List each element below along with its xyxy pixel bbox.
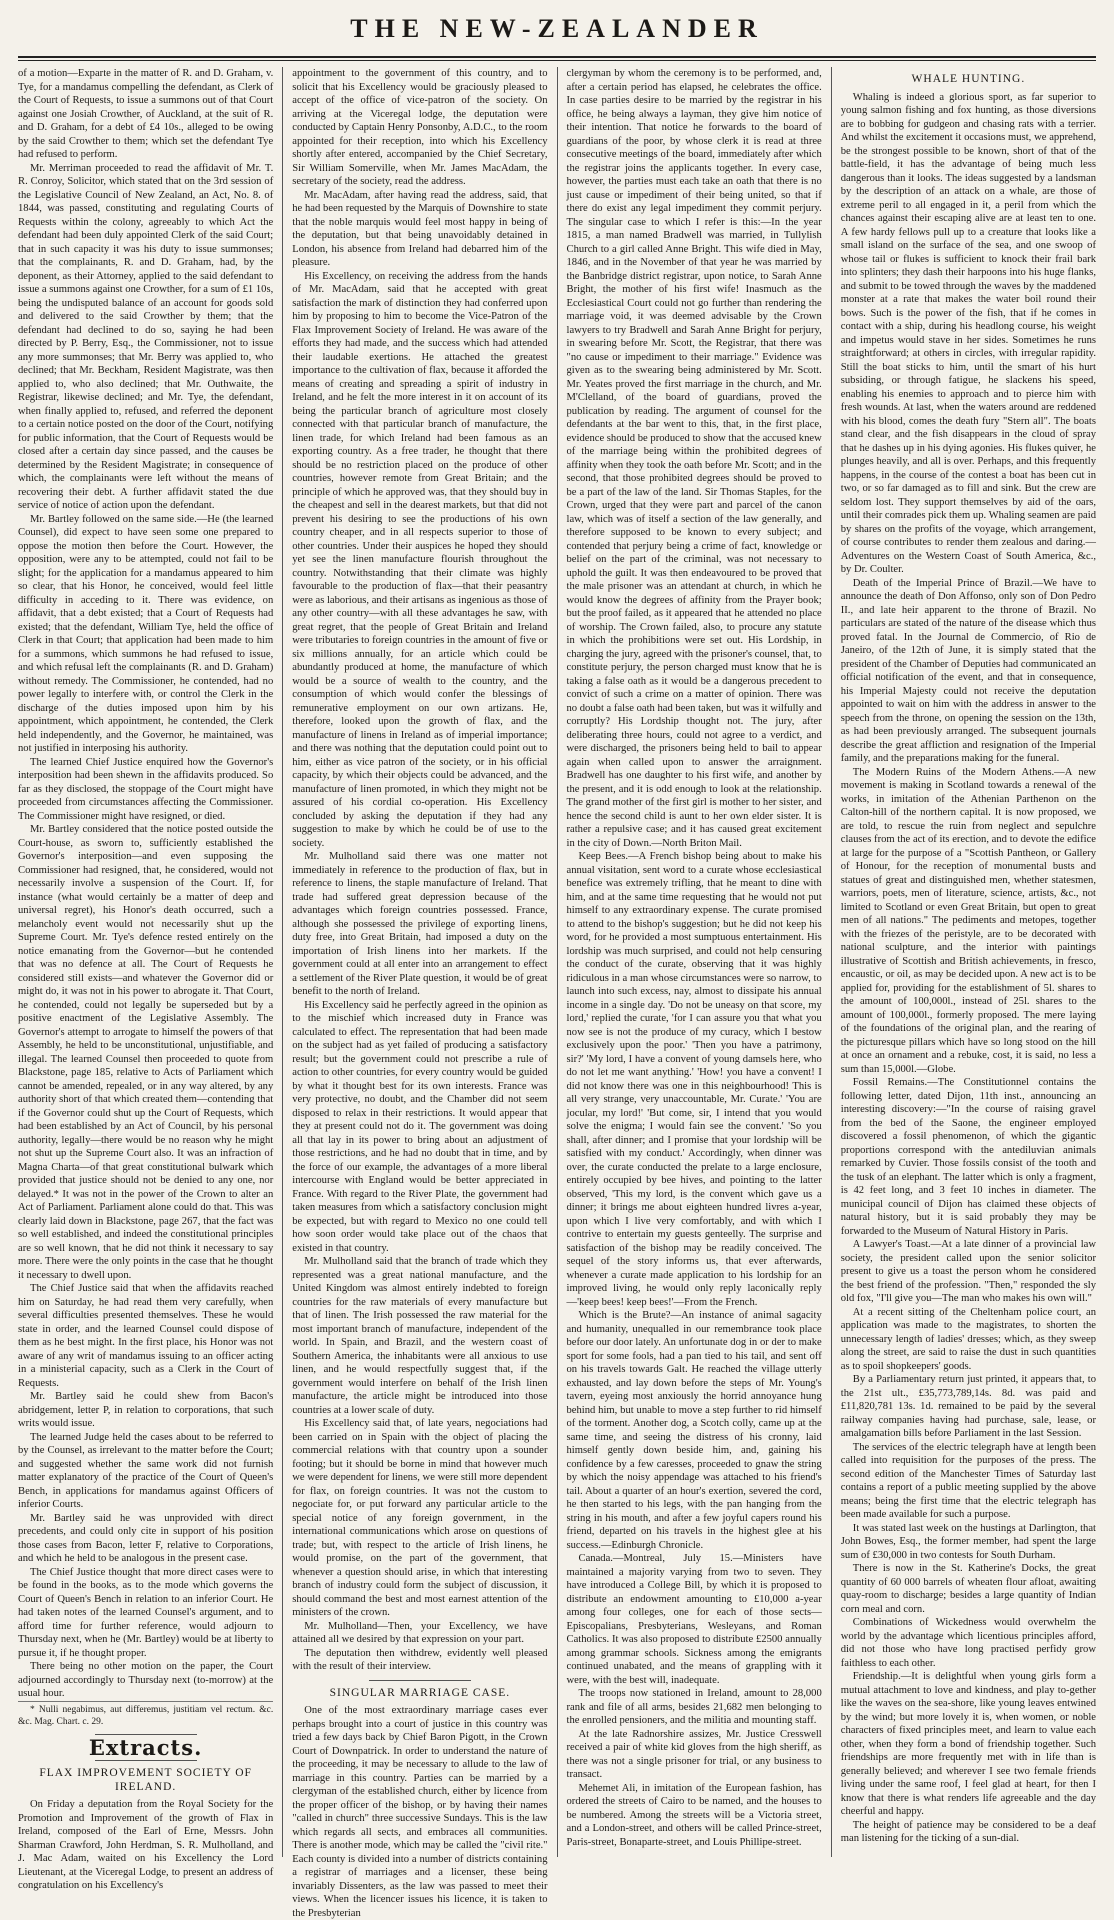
paragraph: Fossil Remains.—The Constitutionnel contains the following letter, dated Dijon, 11th inst., announcing an interesting discovery:—"In the course of raising gravel from the bed of the Saone, the engineer employed discovered a fossil phenomenon, of which the gigantic proportions correspond with the antediluvian animals remarked by Cuvier. Those fossils consist of the tooth and the tusk of an elephant. The latter which is only a fragment, is 42 feet long, and 3 feet 10 inches in diameter. The municipal council of Dijon has claimed these objects of natural history, but it is said probably they may be forwarded to the Museum of Natural History in Paris. (840, 1077, 1096, 1237)
column-4 (831, 67, 1096, 1857)
paragraph: Mr. Mulholland—Then, your Excellency, we have attained all we desired by that expression on your part. (292, 1620, 548, 1645)
paragraph: Mr. Merriman proceeded to read the affidavit of Mr. T. R. Conroy, Solicitor, which stated that on the 3rd session of the Legislative Council of New Zealand, an Act, No. 8. of 1844, was passed, constituting and regulating Courts of Requests within the colony, agreeably to which Act the defendant had been duly appointed Clerk of the said Court; that in such capacity it was his duty to issue summonses; that the complainants, R. and D. Graham, had, by the deponent, as their Attorney, applied to the said defendant to issue a summons against one Crowther, for a sum of £1 10s, being the undisputed balance of an account for goods sold and delivered to the said Crowther by them; that the defendant had declined to do so, saying he had been directed by P. Berry, Esq., the Commissioner, not to issue any more summonses; that Mr. Berry was applied to, who declined; that Mr. Beckham, Resident Magistrate, was then applied to, who also declined; that Mr. Outhwaite, the Registrar, likewise declined; and Mr. Tye, the defendant, when finally applied to, refused, and referred the deponent to a certain notice posted on the door of the Court, notifying for public information, that the Court of Requests would be closed after a certain day since passed, and the causes be determined by the Resident Magistrate; in consequence of which, the complainants were left without the means of recovering their debt. A further affidavit stated the due service of notice of action upon the defendant. (18, 162, 274, 511)
paragraph: Mr. Mulholland said there was one matter not immediately in reference to the production of flax, but in reference to linens, the staple manufacture of Ireland. That trade had suffered great depression because of the advantages which foreign countries possessed. France, although she possessed the privilege of exporting linens, duty free, into Great Britain, had imposed a duty on the importation of Irish linens into her markets. If the government could at all enter into an arrangement to effect a settlement of the River Plate question, it would be of great benefit to the north of Ireland. (292, 851, 548, 997)
masthead-rule (18, 56, 1096, 58)
paragraph: There is now in the St. Katherine's Docks, the great quantity of 60 000 barrels of wheaten flour afloat, awaiting quay-room to discharge; besides a large quantity of Indian corn meal and corn. (840, 1563, 1096, 1615)
paragraph: The learned Judge held the cases about to be referred to by the Counsel, as irrelevant to the matter before the Court; and suggested whether the same work did not furnish matter explanatory of the practice of the Court of Queen's Bench, in applications for mandamus against Officers of inferior Courts. (18, 1431, 274, 1510)
paragraph: On Friday a deputation from the Royal Society for the Promotion and Improvement of the growth of Flax in Ireland, composed of the Earl of Erne, Messrs. John Sharman Crawford, John Herdman, S. R. Mulholland, and J. Mac Adam, waited on his Excellency the Lord Lieutenant, at the Viceregal Lodge, to present an address of congratulation on his Excellency's (18, 1799, 274, 1891)
paragraph: Whaling is indeed a glorious sport, as far superior to young salmon fishing and fox hunting, as those diversions are to bobbing for gudgeon and chasing rats with a terrier. And whilst the excitement it occasions must, we apprehend, be the strongest possible to be known, short of that of the battle-field, it has the advantage of being much less dangerous than it looks. The ideas suggested by a landsman by the description of an attack on a whale, are those of extreme peril to all engaged in it, a peril from which the chances against their escaping alive are at least ten to one. A few hardy fellows pull up to a creature that looks like a small island on the surface of the sea, and one swoop of whose tail or flukes is sufficient to knock their frail bark into splinters; they dash their harpoons into his huge flanks, and submit to be towed through the waves by the maddened monster at a rate that makes the water boil round their bows. Such is the power of the fish, that if he comes in contact with a ship, during his headlong course, his weight and impetus would stave in her sides. Sometimes he runs straightforward; at others in circles, with irregular rapidity. Still the boat sticks to him, until the smart of his hurt subsiding, or through fatigue, he slackens his speed, enabling his enemies to approach and to pierce him with fresh wounds. At last, when the waters around are reddened with his blood, comes the death fury "Stern all". The boats stand clear, and the fish disappears in the cloud of spray that he dashes up in his dying agonies. His flukes quiver, he plunges heavily, and all is over. Perhaps, and this frequently happens, in the course of the contest a boat has been cut in two, or so far damaged as to fill and sink. But the crew are seldom lost. They support themselves by aid of the oars, until their comrades pick them up. Whaling seamen are paid by shares on the profits of the voyage, which arrangement, of course contributes to render them zealous and daring.—Adventures on the Western Coast of South America, &c., by Dr. Coulter. (840, 91, 1096, 575)
paragraph: Mr. Mulholland said that the branch of trade which they represented was a great national manufacture, and the United Kingdom was almost entirely indebted to foreign countries for the raw materials of every manufacture but that of linen. The Irish possessed the raw material for the most important branch of manufacture, independent of the world. In Spain, and Brazil, and the western coast of Southern America, the inhabitants were all anxious to use linen, and he would respectfully suggest that, if the government would interfere on behalf of the Irish linen manufacture, the article might be introduced into those countries at a lower scale of duty. (292, 1256, 548, 1416)
column-1 (18, 67, 282, 1891)
divider (369, 1680, 471, 1681)
paragraph: A Lawyer's Toast.—At a late dinner of a provincial law society, the president called upon the senior solicitor present to give us a toast the person whom he considered the best friend of the profession. "Then," responded the sly old fox, "I'll give you—The man who makes his own will." (840, 1239, 1096, 1304)
paragraph: The Chief Justice thought that more direct cases were to be found in the books, as to the mode which governs the Court of Queen's Bench in relation to an inferior Court. He had taken notes of the learned Counsel's argument, and to afford time for further reference, would adjourn to Thursday next, when he (Mr. Bartley) would be at liberty to pursue it, if he thought proper. (18, 1566, 274, 1659)
paragraph: The learned Chief Justice enquired how the Governor's interposition had been shewn in the affidavits produced. So far as they disclosed, the stoppage of the Court might have proceeded from circumstances affecting the Commissioner. The Commissioner might have resigned, or died. (18, 756, 274, 822)
paragraph: The services of the electric telegraph have at length been called into requisition for the purposes of the press. The second edition of the Manchester Times of Saturday last contains a report of a public meeting supplied by the above means; being the first time that the electric telegraph has been made available for such a purpose. (840, 1441, 1096, 1520)
paragraph: The Modern Ruins of the Modern Athens.—A new movement is making in Scotland towards a renewal of the works, in imitation of the Athenian Parthenon on the Calton-hill of the northern capital. It is now proposed, we are told, to rescue the ruin from neglect and sepulchre clauses from the act of its erection, and to devote the edifice at large for the purpose of a "Scottish Pantheon, or Gallery of Honour, for the reception of monumental busts and statues of great and distinguished men, whether statesmen, warriors, poets, men of literature, science, artists, &c., not limited to Scotland or even Great Britain, but open to great men of all nations." The pediments and metopes, together with the friezes of the peristyle, are to be decorated with national sculpture, and the interior with paintings illustrative of Scottish and British achievements, in fresco, encaustic, or oil, as may be decided upon. A new act is to be applied for, providing for the establishment of 5l. shares to the amount of 100,000l., instead of 25l. shares to the amount of 100,000l., formerly proposed. The mere laying of the foundations of the original plan, and the rearing of the picturesque pillars which have so long stood on the hill at once an ornament and a rebuke, cost, it is said, no less a sum than 15,000l.—Globe. (840, 766, 1096, 1075)
paragraph: Mr. MacAdam, after having read the address, said, that he had been requested by the Marquis of Downshire to state that the noble marquis would feel most happy in being of the deputation, but that being unavoidably detained in London, his absence from Ireland had debarred him of the pleasure. (292, 189, 548, 268)
paragraph: It was stated last week on the hustings at Darlington, that John Bowes, Esq., the former member, had spent the large sum of £30,000 in two contests for South Durham. (840, 1522, 1096, 1561)
column-2 (282, 67, 556, 1919)
paragraph: The deputation then withdrew, evidently well pleased with the result of their interview. (292, 1647, 548, 1672)
paragraph: Canada.—Montreal, July 15.—Ministers have maintained a majority varying from two to seven. They have introduced a College Bill, by which it is proposed to distribute an endowment amounting to £10,000 a-year among four colleges, one for each of those sects—Episcopalians, Presbyterians, Wesleyans, and Roman Catholics. It was also proposed to distribute £2500 annually among grammar schools. Sickness among the emigrants continued unabated, and the means of grappling with it were, with the best will, inadequate. (566, 1553, 822, 1686)
article-title: SINGULAR MARRIAGE CASE. (329, 1686, 511, 1699)
paragraph: The height of patience may be considered to be a deaf man listening for the ticking of a sun-dial. (840, 1819, 1096, 1844)
paragraph: There being no other motion on the paper, the Court adjourned accordingly to Thursday next (to-morrow) at the usual hour. (18, 1661, 274, 1699)
footnote: * Nulli negabimus, aut differemus, justitiam vel rectum. &c. &c. Mag. Chart. c. 29. (18, 1701, 273, 1728)
paragraph: Mehemet Ali, in imitation of the European fashion, has ordered the streets of Cairo to be named, and the houses to be numbered. Among the streets will be a Victoria street, and a London-street, and others will be called Prince-street, Paris-street, Bonaparte-street, and Louis Phillipe-street. (566, 1782, 822, 1848)
paragraph: Combinations of Wickedness would overwhelm the world by the advantage which licentious principles afford, did not those who have long practised perfidy grow faithless to each other. (840, 1617, 1096, 1669)
article-title: FLAX IMPROVEMENT SOCIETY OF IRELAND. (39, 1767, 252, 1793)
masthead-rule-thin (18, 60, 1096, 61)
paragraph: At a recent sitting of the Cheltenham police court, an application was made to the magistrates, to shorten the unnecessary length of ladies' dresses; which, as they sweep along the street, are said to raise the dust in such quantities as to spoil shopkeepers' goods. (840, 1306, 1096, 1372)
paragraph: appointment to the government of this country, and to solicit that his Excellency would be graciously pleased to accept of the office of vice-patron of the society. On arriving at the Viceregal lodge, the deputation were conducted by Captain Henry Ponsonby, A.D.C., to the room appointed for their reception, into which his Excellency shortly after entered, accompanied by the Chief Secretary, Sir William Somerville, when Mr. James MacAdam, the secretary of the society, read the address. (292, 68, 548, 187)
paragraph: clergyman by whom the ceremony is to be performed, and, after a certain period has elapsed, he celebrates the office. In case parties desire to be married by the registrar in his office, he being always a layman, they give him notice of their intention. That notice he forwards to the board of guardians of the poor, by whose clerk it is read at three consecutive meetings of the board, immediately after which the registrar joins the applicants together. In every case, however, the parties must each take an oath that there is no just cause or impediment of their being united, so that if there do exist any legal impediment they commit perjury. The singular case to which I refer is this:—In the year 1815, a man named Bradwell was married, in Tullylish Church to a girl called Anne Bright. This wife died in May, 1846, and in the November of that year he was married by the Banbridge district registrar, upon notice, to Sarah Anne Bright, the mother of his first wife! Inasmuch as the Ecclesiastical Court could not go further than rendering the marriage void, it was deemed advisable by the Crown lawyers to try Bradwell and Sarah Anne Bright for perjury, in swearing before Mr. Scott, the Registrar, that there was "no cause or impediment to their marriage." Evidence was given as to the swearing being administered by Mr. Scott. Mr. Yeates proved the first marriage in the church, and Mr. M'Clelland, of the board of guardians, proved the publication by reading. The argument of counsel for the defendants at the bar went to this, that, in the first place, evidence should be produced to show that the accused knew of the marriage being within the prohibited degrees of affinity when they took the oath before Mr. Scott; and in the second, that those prohibited degrees should be proved to be a part of the law of the land. Sir Thomas Staples, for the Crown, urged that they were part and parcel of the canon law, which was of itself a section of the law generally, and therefore supposed to be known to every subject; and contended that perjury being a crime of fact, knowledge or belief on the part of the criminal, was not necessary to uphold the guilt. It was then endeavoured to be proved that the male prisoner was an attendant at church, in which he would know the degrees of affinity from the Prayer book; but the proof failed, as it appeared that he attended no place of worship. The Crown failed, also, to procure any statute in which the prohibitions were set out. His Lordship, in charging the jury, agreed with the prisoner's counsel, that, to constitute perjury, the person charged must know that he is taking a false oath as it would be a dangerous precedent to convict of such a crime on a matter of opinion. There was no doubt a false oath had been taken, but was it wilfully and corruptly? His Lordship thought not. The jury, after deliberating three hours, could not agree to a verdict, and were discharged, the prisoners being held to bail to appear again when called upon to answer the arraignment. Bradwell has one daughter to his first wife, and another by the present, and it is odd enough to look at the relationship. The grand mother of the first girl is mother to her sister, and hence the second child is aunt to her own elder sister. It is rather a repulsive case; and it has caused great excitement in the city of Down.—North Briton Mail. (566, 68, 822, 849)
paragraph: The Chief Justice said that when the affidavits reached him on Saturday, he had read them very carefully, when several difficulties presented themselves. These he would state in order, and the learned Counsel could dispose of them as he best might. In the first place, his Honor was not aware of any writ of mandamus issuing to an officer acting in a ministerial capacity, such as a Clerk in the Court of Requests. (18, 1283, 274, 1389)
paragraph: Mr. Bartley said he could shew from Bacon's abridgement, letter P, in relation to corporations, that such writs would issue. (18, 1391, 274, 1429)
masthead: THE NEW-ZEALANDER (350, 14, 764, 43)
article-title: WHALE HUNTING. (911, 73, 1026, 85)
paragraph: The troops now stationed in Ireland, amount to 28,000 rank and file of all arms, besides 21,682 men belonging to the enrolled pensioners, and the militia and mounting staff. (566, 1688, 822, 1726)
divider (95, 1760, 197, 1761)
paragraph: Mr. Bartley followed on the same side.—He (the learned Counsel), did expect to have seen some one prepared to oppose the motion then before the Court. However, the opposition, were any to be attempted, could not fail to be slight; for the application for a mandamus appeared to him so clear, that his Honor, he conceived, would feel little difficulty in acceding to it. There was evidence, on affidavit, that a debt existed; that a Court of Requests had existed; that the defendant, William Tye, held the office of Clerk in that Court; that application had been made to him for a summons, which summons he had refused to issue, and which refusal left the complainants (R. and D. Graham) without remedy. The Commissioner, he contended, had no power legally to interfere with, or control the Clerk in the discharge of the duties imposed upon him by his appointment, which appointment, he contended, the Clerk held independently, and the Governor, he maintained, was not justified in interposing his authority. (18, 513, 274, 754)
paragraph: Keep Bees.—A French bishop being about to make his annual visitation, sent word to a curate whose ecclesiastical benefice was extremely trifling, that he meant to dine with him, and at the same time requesting that he would not put himself to any extraordinary expense. The curate promised to attend to the bishop's suggestion; but he did not keep his word, for he provided a most sumptuous entertainment. His lordship was much surprised, and could not help censuring the conduct of the curate, observing that it was highly ridiculous in a man whose circumstances were so narrow, to launch into such excess, nay, almost to dissipate his annual income in a single day. 'Do not be uneasy on that score, my lord,' replied the curate, 'for I can assure you that what you now see is not the produce of my curacy, which I bestow exclusively upon the poor.' 'Then you have a patrimony, sir?' 'My lord, I have a convent of young damsels here, who do not let me want anything.' 'How! you have a convent! I did not know there was one in this neighbourhood! This is all very strange, very unaccountable, Mr. Curate.' 'You are jocular, my lord!' 'But come, sir, I intend that you would solve the enigma; I would fain see the convent.' 'So you shall, after dinner; and I promise that your lordship will be satisfied with my conduct.' Accordingly, when dinner was over, the curate conducted the prelate to a large enclosure, entirely occupied by bee hives, and pointing to the latter observed, 'This my lord, is the convent which gave us a dinner; it brings me about eighteen hundred livres a-year, upon which I live very comfortably, and with which I contrive to entertain my guests genteelly. The surprise and satisfaction of the bishop may be readily conceived. The sequel of the story informs us, that ever afterwards, whenever a curate made application to his lordship for an improved living, he would only reply laconically reply—'keep bees! keep bees!'—From the French. (566, 851, 822, 1308)
paragraph: of a motion—Exparte in the matter of R. and D. Graham, v. Tye, for a mandamus compelling the defendant, as Clerk of the Court of Requests, to issue a summons out of that Court against one Josiah Crowther, of Auckland, at the suit of R. and D. Graham, for a debt of £4 10s., alleged to be owing by the said Crowther to them; which set the defendant Tye had refused to perform. (18, 68, 274, 160)
paragraph: By a Parliamentary return just printed, it appears that, to the 21st ult., £35,773,789,14s. 8d. was paid and £11,820,781 13s. 1d. remained to be paid by the several railway companies having had purchase, sale, lease, or amalgamation bills before Parliament in the last Session. (840, 1374, 1096, 1439)
paragraph: Death of the Imperial Prince of Brazil.—We have to announce the death of Don Affonso, only son of Don Pedro II., and late heir apparent to the throne of Brazil. No particulars are stated of the nature of the disease which thus proved fatal. In the Journal de Commercio, of Rio de Janeiro, of the 12th of June, it is simply stated that the president of the Chamber of Deputies had communicated an official notification of the event, and that in consequence, his Imperial Majesty could not receive the deputation appointed to wait on him with the address in answer to the speech from the throne, on opening the session on the 13th, as had been previously arranged. The subsequent journals describe the great affliction and resignation of the Imperial family, and the preparations making for the funeral. (840, 577, 1096, 764)
paragraph: His Excellency said that, of late years, negociations had been carried on in Spain with the object of placing the commercial relations with that country upon a sounder footing; but it should be borne in mind that however much we were dependent for linens, we were still more dependent for flax, on foreign countries. It was not the custom to negociate for, or put forward any particular article to the special notice of any foreign government, in the international communications which arose on questions of trade; but, with respect to the article of Irish linens, he would promise, on the part of the government, that whenever a question should arise, in which that interesting branch of industry could form the subject of discussion, it should command the best and most earnest attention of the ministers of the crown. (292, 1418, 548, 1618)
paragraph: One of the most extraordinary marriage cases ever perhaps brought into a court of justice in this country was tried a few days back by Chief Baron Pigott, in the Crown Court of Downpatrick. In order to understand the nature of the proceeding, it may be necessary to allude to the law of marriage in this country. Parties can be married by a clergyman of the established church, either by licence from the proper officer of the bishop, or by having their names "called in church" three successive Sundays. This is the law which regards all sects, and embraces all communities. There is another mode, which may be called the "civil rite." Each county is divided into a number of districts containing a registrar of marriages and a licenser, these being invariably Dissenters, as the law was passed to meet their views. When the licencer issues his licence, it is taken to the Presbyterian (292, 1705, 548, 1919)
paragraph: Mr. Bartley said he was unprovided with direct precedents, and could only cite in support of his position those cases from Bacon, letter F, relative to Corporations, and which he held to be analogous in the present case. (18, 1512, 274, 1564)
paragraph: Friendship.—It is delightful when young girls form a mutual attachment to love and kindness, and play to-gether like the waves on the sea-shore, like young leaves entwined by the wind; but more lovely it is, when women, or noble characters of fixed principles meet, and learn to value each other, when they form a bond of friendship together. Such friendships are more frequently met with in life than is generally believed; and wherever I see two female friends living under the same roof, I feel glad at heart, for then I know that there is what renders life agreeable and the day cheerful and happy. (840, 1671, 1096, 1817)
paragraph: Mr. Bartley considered that the notice posted outside the Court-house, as sworn to, sufficiently established the Governor's interposition—and even supposing the Commissioner had resigned, that, he considered, would not necessarily involve a suspension of the Court. If, for instance (what would certainly be a matter of deep and universal regret), his Honor's death occurred, such a melancholy event would not necessarily shut up the Supreme Court. Mr. Tye's defence rested entirely on the notice emanating from the Governor—but he contended that was no defence at all. The Court of Requests he considered still exists—and whatever the Governor did or might do, it was not in his power to abrogate it. That Court, he contended, could not legally be superseded but by a positive enactment of the Legislative Assembly. The Governor's attempt to arrogate to himself the powers of that Assembly, he held to be unconstitutional, unjustifiable, and illegal. The learned Counsel then proceeded to quote from Blackstone, page 185, relative to Acts of Parliament which cannot be amended, repealed, or in any way altered, by any authority short of that which created them—contending that if the Governor could shut up the Court of Requests, which had been established by an Act of Council, by his personal authority, legally—there would be no reason why he might not shut up the Supreme Court also. It was an infraction of Magna Charta—of that great constitutional bulwark which provided that justice should not be denied to any one, nor delayed.* It was not in the power of the Crown to alter an Act of Parliament. Parliament alone could do that. This was clearly laid down in Blackstone, page 267, that the fact was so well established, and indeed the constitutional principles are so well known, that he did not think it necessary to say more. There were the only points in the case that he thought it necessary to dwell upon. (18, 824, 274, 1281)
paragraph: Which is the Brute?—An instance of animal sagacity and humanity, unequalled in our remembrance took place before our door lately. An unfortunate dog in or der to make sport for some fools, had a pan tied to his tail, and sent off on his travels towards Galt. He reached the village utterly exhausted, and lay down before the steps of Mr. Young's tavern, eyeing most anxiously the horrid annoyance hung behind him, but unable to move a step further to rid himself of the torment. Another dog, a Scotch colly, came up at the same time, and seeing the distress of his cronny, laid himself gently down beside him, and, gaining his confidence by a few caresses, proceeded to gnaw the string by which the noisy appendage was attached to his friend's tail. About a quarter of an hour's exertion, severed the cord, he then started to his legs, with the pan hanging from the string in his mouth, and after a few joyful capers round his friend, departed on his travels in the highest glee at his success.—Edinburgh Chronicle. (566, 1310, 822, 1551)
columns (18, 67, 1096, 1919)
section-heading-extracts: Extracts. (88, 1734, 203, 1760)
paragraph: At the late Radnorshire assizes, Mr. Justice Cresswell received a pair of white kid gloves from the high sheriff, as there was not a single prisoner for trial, or any business to transact. (566, 1728, 822, 1780)
column-3 (557, 67, 831, 1857)
paragraph: His Excellency, on receiving the address from the hands of Mr. MacAdam, said that he accepted with great satisfaction the mark of distinction they had conferred upon him by proposing to him to become the Vice-Patron of the Flax Improvement Society of Ireland. He was aware of the efforts they had made, and the success which had attended their laudable exertions. He attached the greatest importance to the cultivation of flax, because it afforded the means of creating and spreading a spirit of industry in Ireland, and he felt the more interest in it on account of its being the particular branch of agriculture most closely connected with that particular branch of manufacture, the linen trade, for which Ireland had been famous as an exporting country. As a free trader, he thought that there should be no restriction placed on the produce of other countries, however remote from Great Britain; and the principle of which he approved was, that they should buy in the cheapest and sell in the dearest markets, but that did not prevent his desiring to see the productions of his own country cheaper, and in all respects superior to those of other countries. Under their auspices he hoped they should yet see the linen manufacture flourish throughout the country. Notwithstanding that their climate was highly favourable to the production of flax—that their peasantry were as laborious, and their artisans as ingenious as those of any other country—with all these advantages he saw, with great regret, that the people of Great Britain and Ireland were tributaries to foreign countries in the amount of five or six millions annually, for an article which could be abundantly produced at home, the manufacture of which would be a source of wealth to the country, and the consumption of which would confer the blessings of remunerative employment on our own artizans. He, therefore, looked upon the growth of flax, and the manufacture of linens in Ireland as of imperial importance; and there was nothing that the deputation could point out to him, either as vice patron of the society, or in his official capacity, by which their objects could be advanced, and the manufacture of linen promoted, in which they might not be assured of his cordial co-operation. His Excellency concluded by asking the deputation if they had any suggestion to make by which he could be of use to the society. (292, 270, 548, 849)
paragraph: His Excellency said he perfectly agreed in the opinion as to the mischief which increased duty in France was calculated to effect. The representation that had been made on the subject had as yet failed of producing a satisfactory result; but the government could not prescribe a rule of action to other countries, for every country would be guided by what it thought best for its own interests. France was very protective, no doubt, and the Chamber did not seem disposed to relax in their restrictions. It would appear that they at present could not do it. The government was doing all that lay in its power to bring about an adjustment of those restrictions, and he had no doubt that in time, and by the force of our example, the advantages of a more liberal intercourse with England would be better appreciated in France. With regard to the River Plate, the government had taken measures from which a satisfactory conclusion might be expected, but with regard to Mexico no one could tell how soon order would take place out of the chaos that existed in that country. (292, 999, 548, 1254)
